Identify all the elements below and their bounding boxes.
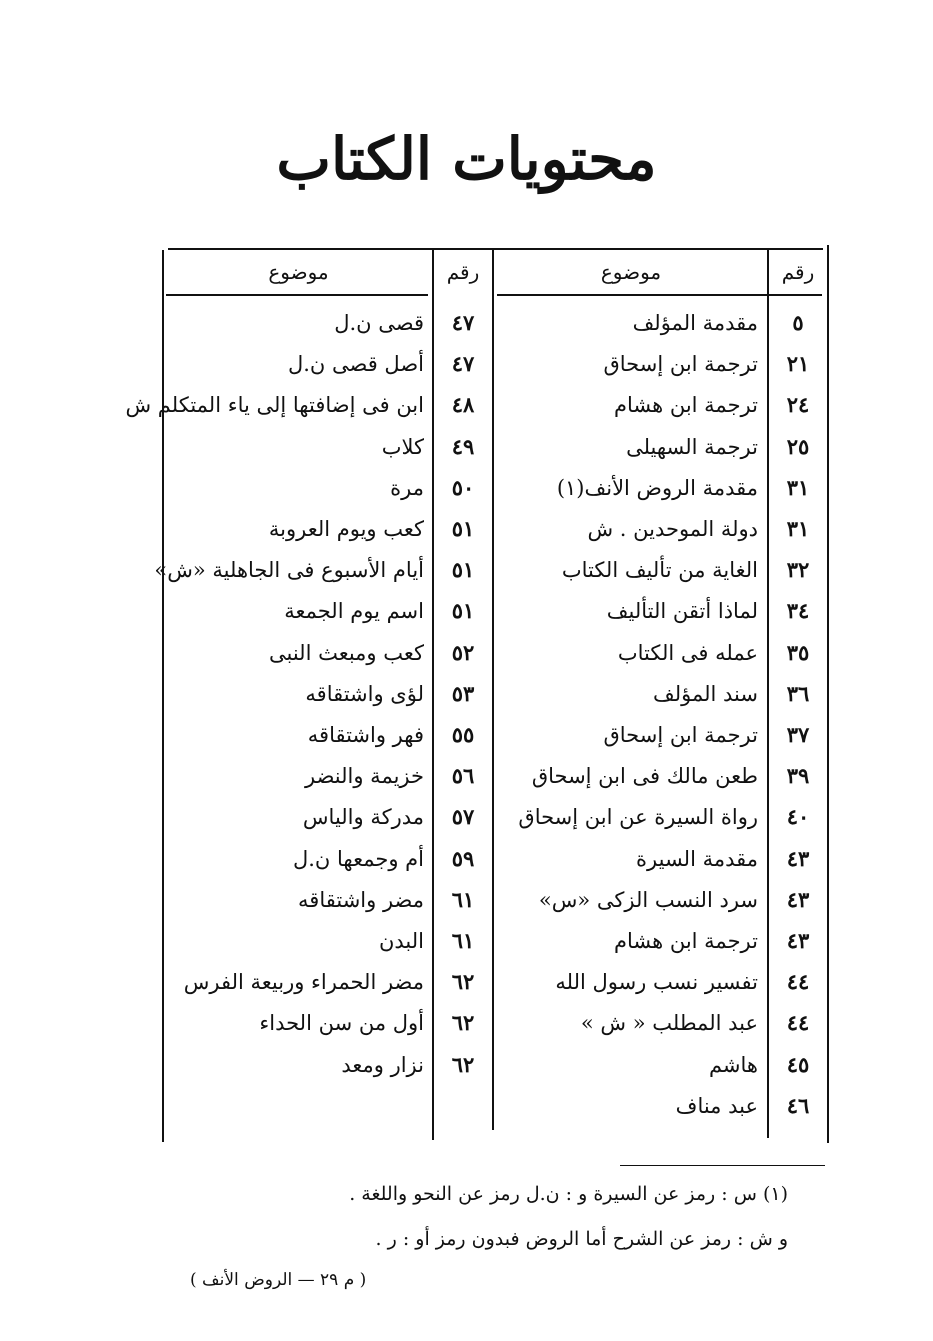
entry-topic: لؤى واشتقاقه	[305, 682, 424, 706]
entry-topic: أم وجمعها ن.ل	[292, 847, 424, 871]
entry-number: ٦٢	[451, 1010, 475, 1035]
header-topic-right: موضوع	[600, 260, 662, 284]
entry-topic: لماذا أتقن التأليف	[606, 599, 758, 623]
entry-topic: مقدمة الروض الأنف(١)	[556, 476, 758, 500]
header-number-right: رقم	[781, 260, 815, 284]
table-border-left	[162, 250, 164, 1142]
table-divider-right-num	[767, 250, 769, 1138]
entry-number: ٥٢	[451, 640, 475, 665]
table-divider-center-left	[432, 250, 434, 1140]
entry-number: ٥٥	[451, 722, 475, 747]
entry-number: ٤٩	[451, 434, 475, 459]
table-border-right	[827, 245, 829, 1143]
entry-topic: قصى ن.ل	[334, 311, 424, 335]
entry-topic: هاشم	[708, 1053, 758, 1077]
entry-number: ٤٧	[451, 351, 475, 376]
footnote-2: و ش : رمز عن الشرح أما الروض فبدون رمز أو : ر .	[375, 1228, 788, 1250]
entry-topic: رواة السيرة عن ابن إسحاق	[518, 805, 758, 829]
entry-topic: تفسير نسب رسول الله	[555, 970, 758, 994]
entry-topic: البدن	[378, 929, 424, 953]
entry-topic: مضر واشتقاقه	[298, 888, 424, 912]
entry-number: ٢٤	[786, 392, 810, 417]
entry-number: ٣٦	[786, 681, 810, 706]
entry-number: ٥٠	[451, 475, 475, 500]
entry-topic: مضر الحمراء وربيعة الفرس	[183, 970, 424, 994]
entry-number: ٥	[792, 310, 804, 335]
entry-topic: أول من سن الحداء	[259, 1011, 424, 1035]
entry-topic: مقدمة المؤلف	[632, 311, 758, 335]
entry-topic: طعن مالك فى ابن إسحاق	[531, 764, 758, 788]
entry-topic: سند المؤلف	[653, 682, 758, 706]
entry-number: ٤٣	[786, 928, 810, 953]
entry-number: ٣٥	[786, 640, 810, 665]
entry-number: ٦١	[451, 928, 475, 953]
entry-number: ٢٥	[786, 434, 810, 459]
entry-number: ٦٢	[451, 969, 475, 994]
entry-number: ٣٤	[786, 598, 810, 623]
page-signature: ( م ٢٩ — الروض الأنف )	[190, 1270, 367, 1290]
entry-topic: مرة	[390, 476, 424, 500]
entry-topic: ترجمة ابن إسحاق	[603, 352, 758, 376]
entry-number: ٣٢	[786, 557, 810, 582]
entry-number: ٤٣	[786, 846, 810, 871]
entry-number: ٤٨	[451, 392, 475, 417]
entry-number: ٣٩	[786, 763, 810, 788]
entry-number: ٥٦	[451, 763, 475, 788]
entry-topic: عمله فى الكتاب	[617, 641, 758, 665]
entry-number: ٥٩	[451, 846, 475, 871]
entry-topic: كعب ويوم العروبة	[268, 517, 424, 541]
entry-topic: مدركة والياس	[302, 805, 424, 829]
entry-number: ٥١	[451, 598, 475, 623]
entry-topic: ترجمة ابن هشام	[613, 929, 758, 953]
entry-topic: سرد النسب الزكى «س»	[538, 888, 758, 912]
entry-number: ٥٣	[451, 681, 475, 706]
entry-topic: اسم يوم الجمعة	[284, 599, 424, 623]
entry-topic: نزار ومعد	[341, 1053, 424, 1077]
header-rule-left	[166, 294, 428, 296]
entry-topic: كلاب	[381, 435, 424, 459]
entry-topic: عبد مناف	[675, 1094, 758, 1118]
entry-number: ٤٦	[786, 1093, 810, 1118]
footnote-rule	[620, 1165, 825, 1166]
header-rule-right	[497, 294, 822, 296]
entry-number: ٣١	[786, 475, 810, 500]
entry-topic: كعب ومبعث النبى	[269, 641, 424, 665]
entry-topic: ابن فى إضافتها إلى ياء المتكلم ش	[125, 393, 424, 417]
entry-topic: أيام الأسبوع فى الجاهلية «ش»	[154, 558, 424, 582]
footnote-1: (١) س : رمز عن السيرة و : ن.ل رمز عن النحو واللغة .	[349, 1183, 788, 1205]
entry-number: ٣٧	[786, 722, 810, 747]
entry-topic: ترجمة ابن هشام	[613, 393, 758, 417]
entry-number: ٥١	[451, 516, 475, 541]
entry-topic: ترجمة ابن إسحاق	[603, 723, 758, 747]
entry-topic: فهر واشتقاقه	[307, 723, 424, 747]
entry-number: ٦٢	[451, 1052, 475, 1077]
entry-topic: عبد المطلب « ش »	[580, 1011, 758, 1035]
header-topic-left: موضوع	[268, 260, 329, 284]
table-divider-center-right	[492, 250, 494, 1130]
entry-number: ٤٠	[786, 804, 810, 829]
entry-topic: أصل قصى ن.ل	[287, 352, 424, 376]
entry-number: ٤٤	[786, 1010, 810, 1035]
header-number-left: رقم	[446, 260, 480, 284]
entry-number: ٤٧	[451, 310, 475, 335]
entry-number: ٣١	[786, 516, 810, 541]
page-title: محتويات الكتاب	[276, 125, 657, 193]
entry-topic: خزيمة والنضر	[305, 764, 424, 788]
entry-number: ٤٣	[786, 887, 810, 912]
entry-topic: مقدمة السيرة	[636, 847, 758, 871]
entry-number: ٥١	[451, 557, 475, 582]
entry-topic: دولة الموحدين . ش	[587, 517, 758, 541]
entry-number: ٢١	[786, 351, 810, 376]
entry-number: ٤٤	[786, 969, 810, 994]
table-top-rule	[168, 248, 823, 250]
entry-number: ٥٧	[451, 804, 475, 829]
entry-topic: الغاية من تأليف الكتاب	[561, 558, 758, 582]
entry-number: ٦١	[451, 887, 475, 912]
entry-topic: ترجمة السهيلى	[626, 435, 758, 459]
entry-number: ٤٥	[786, 1052, 810, 1077]
